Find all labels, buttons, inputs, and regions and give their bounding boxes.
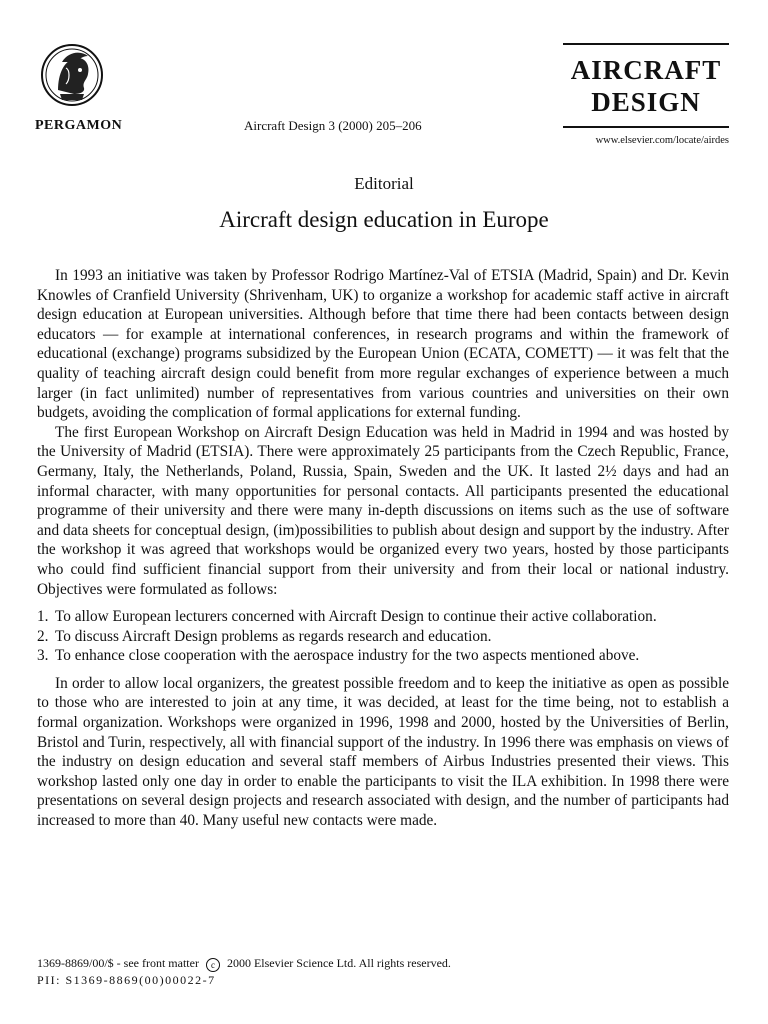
article-body xyxy=(37,266,729,831)
list-item-text: To discuss Aircraft Design problems as regards research and education. xyxy=(55,627,492,645)
header-rule-top xyxy=(563,43,729,45)
copyright-line xyxy=(37,955,451,972)
pii-text: PII: S1369-8869(00)00022-7 xyxy=(37,973,216,987)
publisher-logo-icon xyxy=(40,40,104,110)
list-item-text: To enhance close cooperation with the aerospace industry for the two aspects mentioned above. xyxy=(55,647,640,665)
article-type: Editorial xyxy=(354,174,414,193)
journal-url[interactable]: www.elsevier.com/locate/airdes xyxy=(595,135,729,146)
list-item-text: To allow European lecturers concerned with Aircraft Design to continue their active collaboration. xyxy=(55,608,657,626)
list-item-number: 1. xyxy=(37,608,49,626)
list-item-number: 2. xyxy=(37,627,49,645)
list-item xyxy=(37,627,729,647)
article-title: Aircraft design education in Europe xyxy=(219,207,549,232)
issn-text: 1369-8869/00/$ - see front matter xyxy=(37,956,199,970)
header-rule-bottom xyxy=(563,126,729,128)
journal-title-line1: AIRCRAFT xyxy=(570,55,722,85)
footer xyxy=(37,955,451,989)
journal-title xyxy=(563,54,729,118)
objectives-list xyxy=(37,607,729,666)
paragraph: In 1993 an initiative was taken by Professor Rodrigo Martínez-Val of ETSIA (Madrid, Spain) and Dr. Kevin Knowles of Cranfield University (Shrivenham, UK) to organize a workshop for academic staff active in aircraft design education at European universities. Although before that time there had been contacts between design educators — for example at international conferences, in research programs and within the framework of educational (exchange) programs subsidized by the European Union (ECATA, COMETT) — it was felt that the quality of teaching aircraft design could benefit from more regular exchanges of experience between a much larger (in fact unlimited) number of representatives from various countries and universities on their own budgets, avoiding the complication of formal applications for external funding. xyxy=(37,267,729,422)
list-item xyxy=(37,646,729,666)
list-item-number: 3. xyxy=(37,647,49,665)
copyright-text: 2000 Elsevier Science Ltd. All rights reserved. xyxy=(226,956,451,970)
list-item xyxy=(37,607,729,627)
journal-citation: Aircraft Design 3 (2000) 205–206 xyxy=(244,118,422,133)
copyright-icon: c xyxy=(206,958,220,972)
paragraph: In order to allow local organizers, the greatest possible freedom and to keep the initiative as open as possible to those who are interested to join at any time, it was decided, at least for the time being, not to establish a formal organization. Workshops were organized in 1996, 1998 and 2000, hosted by the Universities of Berlin, Bristol and Turin, respectively, all with financial support of the industry. In 1996 there was emphasis on views of the industry on design education and several staff members of Airbus Industries presented their views. This workshop lasted only one day in order to enable the participants to visit the ILA exhibition. In 1998 there were presentations on several design projects and research associated with design, and the number of participants had increased to more than 40. Many useful new contacts were made. xyxy=(37,674,729,830)
journal-title-line2: DESIGN xyxy=(591,87,701,117)
publisher-name: PERGAMON xyxy=(35,118,123,133)
paragraph: The first European Workshop on Aircraft Design Education was held in Madrid in 1994 and was hosted by the University of Madrid (ETSIA). There were approximately 25 participants from the Czech Republic, France, Germany, Italy, the Netherlands, Poland, Russia, Spain, Sweden and the UK. It lasted 2½ days and had an informal character, with many opportunities for personal contacts. All participants presented the educational programme of their university and there were many in-depth discussions on items such as the use of software and data sheets for conceptual design, (im)possibilities to publish about design and support by the industry. After the workshop it was agreed that workshops would be organized every two years, hosted by those participants who could find sufficient financial support from their university and from their local or national industry. Objectives were formulated as follows: xyxy=(37,423,729,598)
